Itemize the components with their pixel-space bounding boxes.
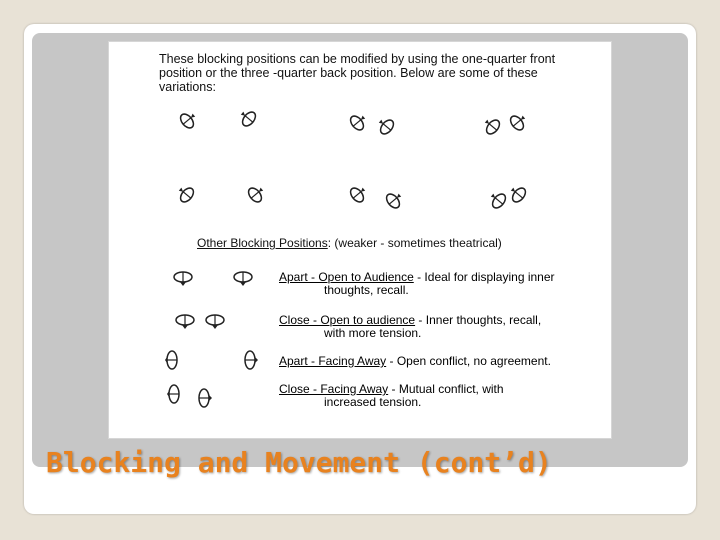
actor-figure-icon (167, 382, 183, 406)
actor-figure-icon (245, 184, 265, 206)
position-label: Apart - Facing Away (279, 354, 387, 368)
position-desc-cont: with more tension. (324, 326, 422, 340)
actor-figure-icon (243, 348, 259, 372)
actor-figure-icon (197, 386, 213, 410)
scanned-document (108, 41, 612, 439)
position-desc: - Ideal for displaying inner (413, 270, 555, 284)
actor-figure-icon (509, 184, 529, 206)
position-row (279, 355, 551, 368)
other-heading-label: Other Blocking Positions (197, 236, 328, 250)
actor-figure-icon (489, 190, 509, 212)
intro-paragraph (159, 52, 555, 94)
position-desc: - Inner thoughts, recall, (415, 313, 542, 327)
slide-title: Blocking and Movement (cont’d) (46, 446, 552, 479)
other-heading-sub: : (weaker - sometimes theatrical) (327, 236, 502, 250)
position-label: Apart - Open to Audience (279, 270, 414, 284)
actor-figure-icon (177, 110, 197, 132)
position-desc-cont: thoughts, recall. (324, 283, 409, 297)
position-row (279, 314, 541, 340)
position-label: Close - Open to audience (279, 313, 416, 327)
actor-figure-icon (203, 313, 227, 329)
position-desc: - Mutual conflict, with (388, 382, 504, 396)
actor-figure-icon (239, 108, 259, 130)
intro-line: variations: (159, 80, 216, 94)
intro-line: position or the three -quarter back position. Below are some of these (159, 66, 538, 80)
actor-figure-icon (483, 116, 503, 138)
position-row (279, 271, 555, 297)
intro-line: These blocking positions can be modified by using the one-quarter front (159, 52, 556, 66)
actor-figure-icon (377, 116, 397, 138)
position-desc-cont: increased tension. (324, 395, 422, 409)
actor-figure-icon (231, 270, 255, 286)
other-positions-heading (197, 236, 502, 250)
actor-figure-icon (347, 112, 367, 134)
actor-figure-icon (173, 313, 197, 329)
actor-figure-icon (177, 184, 197, 206)
actor-figure-icon (171, 270, 195, 286)
position-label: Close - Facing Away (279, 382, 389, 396)
position-desc: - Open conflict, no agreement. (386, 354, 551, 368)
actor-figure-icon (383, 190, 403, 212)
actor-figure-icon (165, 348, 181, 372)
actor-figure-icon (507, 112, 527, 134)
actor-figure-icon (347, 184, 367, 206)
position-row (279, 383, 504, 409)
